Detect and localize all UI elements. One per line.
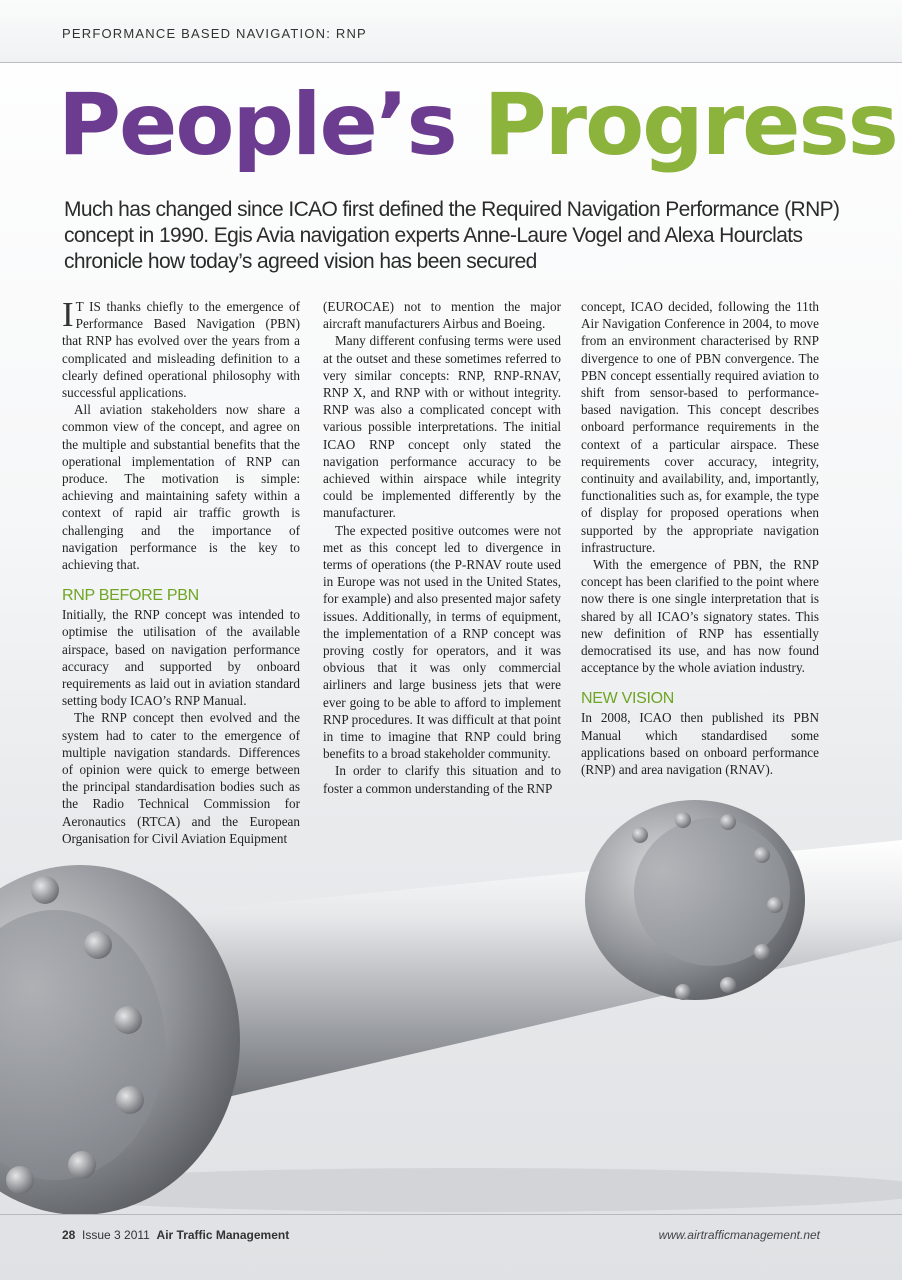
column-2 (323, 298, 561, 797)
footer-left (62, 1228, 289, 1242)
footer-rule (0, 1214, 902, 1215)
paragraph: In 2008, ICAO then published its PBN Manual which standardised some applications based on onboard performance (RNP) and area navigation (RNAV). (581, 710, 819, 778)
paragraph: The expected positive outcomes were not met as this concept led to divergence in terms of operations (the P-RNAV route used in Europe was not used in the United States, for example) and also presented major safety issues. Additionally, in terms of equipment, the implementation of a RNP concept was proving costly for operators, and it was obvious that it was only commercial airliners and large business jets that were ever going to be able to afford to implement RNP procedures. It was difficult at that point in time to imagine that RNP could bring benefits to a broad stakeholder community. (323, 522, 561, 762)
page-number: 28 (62, 1228, 76, 1242)
subheading: NEW VISION (581, 690, 675, 708)
pipeline-image (0, 780, 902, 1220)
paragraph: (EUROCAE) not to mention the major aircraft manufacturers Airbus and Boeing. (323, 299, 561, 332)
magazine-name: Air Traffic Management (156, 1228, 290, 1242)
paragraph: In order to clarify this situation and to foster a common understanding of the RNP (323, 763, 561, 796)
article-title (58, 76, 897, 175)
drop-cap: I (62, 295, 74, 334)
subheading: RNP BEFORE PBN (62, 587, 199, 605)
column-1 (62, 295, 300, 847)
footer-url[interactable]: www.airtrafficmanagement.net (658, 1228, 820, 1242)
paragraph: Initially, the RNP concept was intended to optimise the utilisation of the available airspace, based on navigation performance accuracy and supported by onboard requirements as laid out in aviation standard setting body ICAO’s RNP Manual. (62, 607, 300, 709)
paragraph: The RNP concept then evolved and the system had to cater to the emergence of multiple navigation standards. Differences of opinion were quick to emerge between the principal standardisation bodies such as the Radio Technical Commission for Aeronautics (RTCA) and the European Organisation for Civil Aviation Equipment (62, 710, 300, 846)
paragraph: concept, ICAO decided, following the 11th Air Navigation Conference in 2004, to move from an environment characterised by RNP divergence to one of PBN convergence. The PBN concept essentially required aviation to shift from sensor-based to performance-based navigation. This concept describes onboard performance requirements in the context of a particular airspace. These requirements cover accuracy, integrity, continuity and availability, and, importantly, functionalities such as, for example, the type of display for proposed operations when supported by the appropriate navigation infrastructure. (581, 299, 819, 555)
column-3 (581, 298, 819, 778)
paragraph: With the emergence of PBN, the RNP concept has been clarified to the point where now there is one single interpretation that is shared by all ICAO’s signatory states. This new definition of RNP has essentially democratised its use, and has now found acceptance by the whole aviation industry. (581, 557, 819, 676)
paragraph: I T IS thanks chiefly to the emergence of Performance Based Navigation (PBN) that RNP has evolved over the years from a complicated and misleading definition to a clearly defined operational philosophy with successful applications. (62, 295, 300, 401)
standfirst: Much has changed since ICAO first defined the Required Navigation Performance (RNP) concept in 1990. Egis Avia navigation experts Anne-Laure Vogel and Alexa Hourclats chronicle how today’s agreed vision has been secured (64, 198, 840, 273)
paragraph: All aviation stakeholders now share a common view of the concept, and agree on the multiple and substantial benefits that the operational implementation of RNP can produce. The motivation is simple: achieving and maintaining safety within a context of rapid air traffic growth is challenging and the importance of navigation performance is the key to achieving that. (62, 402, 300, 573)
paragraph: Many different confusing terms were used at the outset and these sometimes referred to very similar concepts: RNP, RNP-RNAV, RNP X, and RNP with or without integrity. RNP was also a complicated concept with various possible interpretations. The initial ICAO RNP concept only stated the navigation performance accuracy to be achieved within airspace while integrity could be implemented differently by the manufacturer. (323, 333, 561, 521)
right-flange (585, 800, 805, 1000)
title-word-2: Progress (483, 75, 897, 175)
issue-label: Issue 3 2011 (82, 1228, 150, 1242)
title-word-1: People’s (58, 75, 456, 175)
section-label: PERFORMANCE BASED NAVIGATION: RNP (62, 26, 367, 41)
